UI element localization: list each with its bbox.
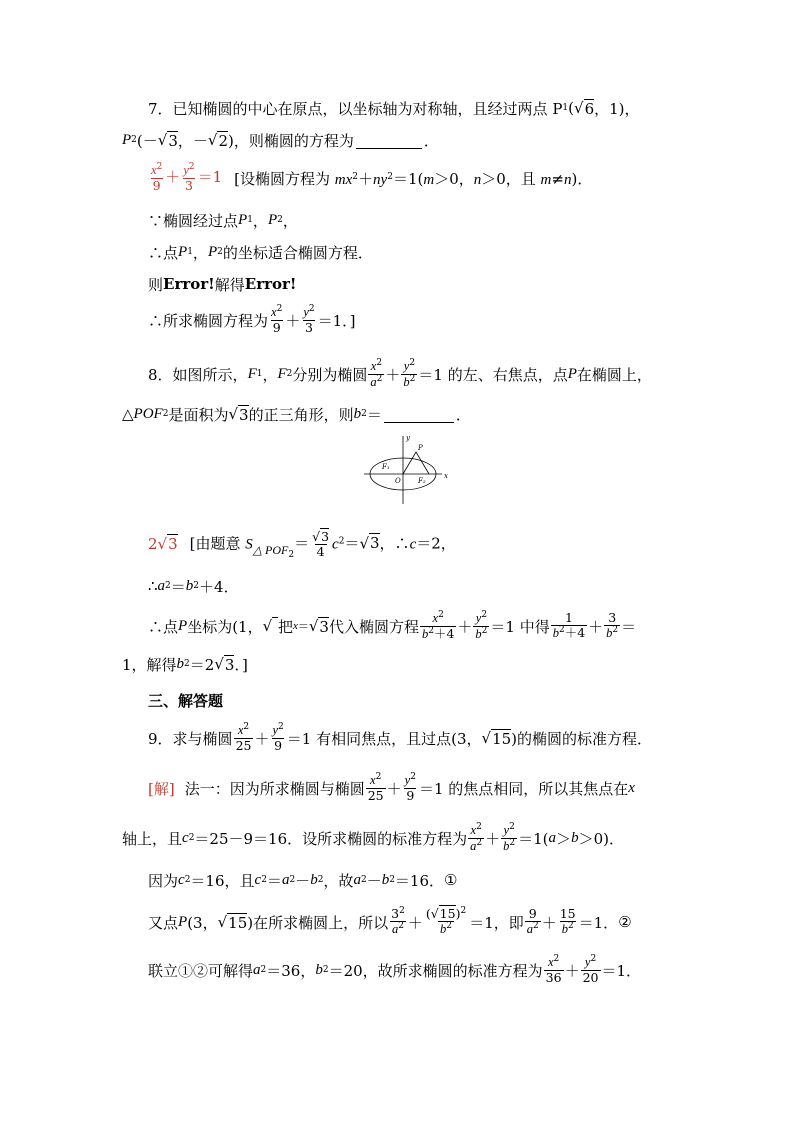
p2-label: P bbox=[122, 131, 132, 148]
root-6: 6 bbox=[584, 99, 595, 118]
fig-x-label: x bbox=[444, 472, 448, 480]
q8-sol-2: ∴ a 2 ＝ b 2 ＋4． bbox=[148, 577, 239, 596]
q7-number: 7． bbox=[148, 99, 173, 118]
root-2: 2 bbox=[218, 131, 228, 150]
sol9-line5: 联立①②可解得 a 2 ＝36， b 2 ＝20，故所求椭圆的标准方程为 $\frac{x^2}{36}$ ＋ $\frac{y^2}{20}$ ＝1． bbox=[148, 954, 642, 985]
ellipse-figure bbox=[362, 432, 452, 507]
q7-line1: 7． 已知椭圆的中心在原点，以坐标轴为对称轴，且经过两点 P 1 ( √ 6 ，1)， bbox=[148, 99, 640, 118]
p2-end: ． bbox=[423, 131, 439, 150]
sol9-line1: [解] 法一：因为所求椭圆与椭圆 $\frac{x^2}{25}$ ＋ $\frac{y^2}{9}$ ＝1 的焦点相同，所以其焦点在 x bbox=[148, 772, 635, 803]
triangle bbox=[403, 452, 429, 474]
q8-sol-3: ∴点 P 坐标为(1， √ 把 x ＝ √ 3 代入椭圆方程 $\frac{x^2}{b^2+4}$ ＋ $\frac{y^2}{b^2}$ ＝1 中得 $\frac{1}{b^2+4}$ ＋ $\frac{3}{b^2}$ ＝ bbox=[148, 609, 637, 641]
answer-blank-8 bbox=[384, 406, 454, 423]
q7-answer-line bbox=[148, 158, 592, 198]
p2-a: (－ bbox=[136, 131, 158, 150]
q8-sol-1: 2√3 [由题意 $S_{\triangle POF_2}=$ $\frac{√3}{4}$ $c^2=√3$，∴c＝2， bbox=[148, 528, 456, 560]
sol9-line2: 轴上，且 c 2 ＝25－9＝16．设所求椭圆的标准方程为 $\frac{x^2}{a^2}$ ＋ $\frac{y^2}{b^2}$ ＝1( a ＞ b ＞0)． bbox=[122, 821, 624, 853]
q8-answer: 2√3 bbox=[148, 535, 178, 553]
fig-o-label: O bbox=[395, 477, 401, 485]
q8-line1: 8． 如图所示， F 1 ， F 2 分别为椭圆 $\frac{x^2}{a^2}$ ＋ $\frac{y^2}{b^2}$ ＝1 的左、右焦点，点 P 在椭圆上， bbox=[148, 357, 652, 389]
q7-line2: P 2 (－ √ 3 ，－ √ 2 )，则椭圆的方程为 ． bbox=[122, 131, 439, 150]
sol9-line3: 因为 c 2 ＝16，且 c 2 ＝ a 2 － b 2 ，故 a 2 － b 2 ＝16． ① bbox=[148, 871, 458, 890]
section-3-heading: 三、解答题 bbox=[148, 691, 224, 710]
fig-y-label: y bbox=[406, 434, 410, 442]
error-text-2: Error! bbox=[244, 275, 297, 293]
p1-close: ，1)， bbox=[594, 99, 640, 118]
p2-b: ，－ bbox=[177, 131, 208, 150]
answer-blank bbox=[356, 132, 422, 149]
q8-sol-4: 1，解得 b 2 ＝2 √ 3 ．] bbox=[122, 655, 248, 674]
p2-c: )，则椭圆的方程为 bbox=[228, 131, 354, 150]
q7-sol-2: ∵椭圆经过点 P 1 ， P 2 ， bbox=[148, 211, 298, 230]
p1-open: ( bbox=[568, 99, 575, 117]
q7-text: 已知椭圆的中心在原点，以坐标轴为对称轴，且经过两点 P bbox=[172, 99, 563, 118]
q8-line2: △ POF 2 是面积为 √ 3 的正三角形，则 b 2 ＝ ． bbox=[122, 405, 471, 424]
root-3: 3 bbox=[168, 131, 178, 150]
sol9-line4: 又点 P (3， √ 15 )在所求椭圆上，所以 $\frac{3^2}{a^2}$ ＋ $\frac{(√15)^2}{b^2}$ ＝1，即 $\frac{9}{a^2}$ ＋ $\frac{15}{b^2}$ ＝1． ② bbox=[148, 906, 632, 936]
q7-sol-3: ∴点 P 1 ， P 2 的坐标适合椭圆方程． bbox=[148, 243, 373, 262]
q7-answer: $\frac{x^2}{9}$ ＋ $\frac{y^2}{3}$ ＝1 bbox=[151, 162, 223, 193]
fig-f2-label: F₂ bbox=[418, 477, 426, 485]
solution-tag: [解] bbox=[148, 779, 175, 798]
q9-question: 9． 求与椭圆 $\frac{x^2}{25}$ ＋ $\frac{y^2}{9}$ ＝1 有相同焦点，且过点(3， √ 15 )的椭圆的标准方程． bbox=[148, 722, 653, 753]
q7-sol-5: ∴所求椭圆方程为 $\frac{x^2}{9}$ ＋ $\frac{y^2}{3}$ ＝1．] bbox=[148, 304, 356, 335]
q7-sol-4: 则 Error! 解得 Error! bbox=[148, 275, 297, 294]
error-text-1: Error! bbox=[163, 275, 215, 293]
fig-p-label: P bbox=[418, 444, 423, 452]
fig-f1-label: F₁ bbox=[382, 463, 390, 471]
q7-sol-1: [设椭圆方程为 $mx^2+ny^2=1(m>0$，n＞0，且 m≠n)． bbox=[234, 169, 593, 188]
